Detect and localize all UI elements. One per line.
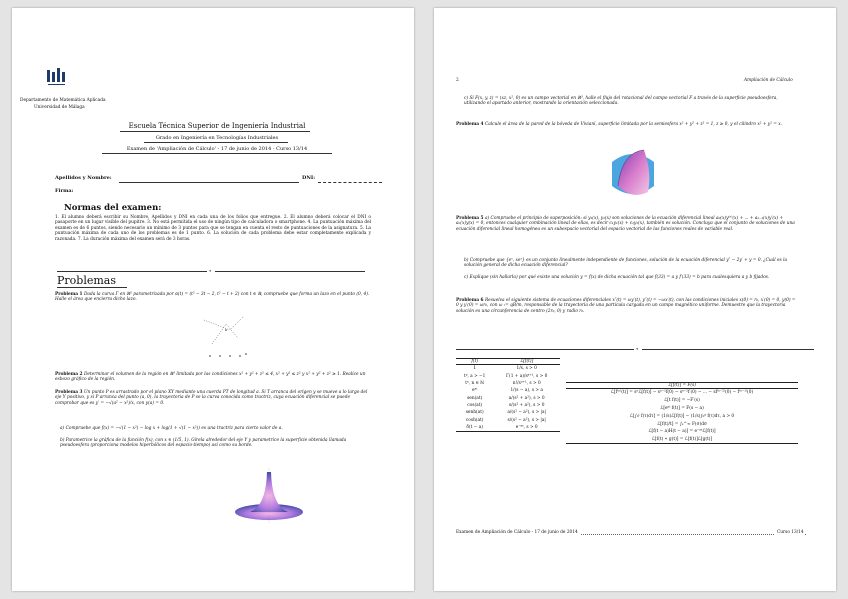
pseudosphere-plot — [230, 466, 308, 526]
problem-3-a: a) Compruebe que f(x) = −√(1 − x²) − log x + log(1 + √(1 − x²)) es una tractriz para cierto valor de a. — [60, 426, 283, 431]
laplace-property-row — [566, 420, 798, 428]
problem-5-b: b) Compruebe que {eˣ, xeˣ} es un conjunto linealmente independiente de funciones, solución de la ecuación diferencial y″ − 2y′ + y = 0. ¿Cuál es la solución general de dicha ecuación diferencial? — [464, 258, 788, 269]
problem-2 — [55, 372, 371, 383]
laplace-function: cosh(at) — [465, 417, 484, 423]
laplace-transform: 1/(s − a), s > a — [510, 388, 543, 394]
problem-3-text: Un punto P es arrastrado por el plano XY mediante una cuerda PT de longitud a. Si T arranca del origen y se mueve a lo largo del eje Y positivo, y si P arranca del punto (a, 0), la trayectoria de P se la curva conocida como tractriz, cuya ecuación diferencial se puede comprobar que es y′ = −√(a² − x²)/x, con y(a) = 0. — [55, 390, 368, 406]
laplace-transform: e⁻ᵃˢ, s > 0 — [493, 424, 560, 432]
laplace-row — [456, 424, 560, 432]
running-head: Ampliación de Cálculo — [744, 78, 793, 83]
problem-1-text: Dada la curva Γ en ℝ² parametrizada por α(t) = (t² − 3t − 2, t² − t + 2) con t ∈ ℝ, compruebe que forma un lazo en el punto (0, 4). Halle el área que encierra dicho lazo. — [55, 292, 370, 303]
laplace-property-row — [566, 436, 798, 444]
exam-page-1: Departamento de Matemática Aplicada Universidad de Málaga Escuela Técnica Superior de Ingeniería Industrial Grado en Ingeniería en Tecnologías Industriales Examen de 'Ampliación de Cálculo' - 17 de junio de 2014 - Curso 13/14 Apellidos y Nombre: DNI: Firma: Normas del examen: 1. El alumno deberá escribir su Nombre, Apellidos y DNI en cada una de los folios que entregue. 2. El alumno deberá colocar el DNI o pasaporte en un lugar visible del pupitre. 3. No está permitida el uso de ningún tipo de calculadora o smartphone. 4. La puntuación máxima del examen es de 6 puntos, siendo necesario un mínimo de 3 puntos para que se tengan en cuenta el resto de puntuaciones de la asignatura. 5. La puntuación máxima de cada uno de los problemas es de 1 punto. 6. La solución de cada problema debe estar completamente explicada y razonada. 7. La duración máxima del examen será de 3 horas. ⋄ Problemas Problema 1 Dada la curva Γ en ℝ² parametrizada por α(t) = (t² − 3t − 2, t² − t + 2) con t ∈ ℝ, compruebe que forma un lazo en el punto (0, 4). Halle el área que encierra dicho lazo. Problema 2 Determinar el volumen de la región en ℝ³ limitada por las condiciones x² + y² + z² ≤ 4, x² + y² ≤ z² y x² + y² + z² ≥ 1. Realice un esbozo gráfico de la región. Problema 3 Un punto P es arrastrado por el plano XY mediante una cuerda PT de longitud a. Si T arranca del origen y se mueve a lo largo del eje Y positivo, y si P arranca del punto (a, 0), la trayectoria de P se la curva conocida como tractriz, cuya ecuación diferencial se puede comprobar que es y′ = −√(a² − x²)/x, con y(a) = 0. a) Compruebe que f(x) = −√(1 − x²) − log x + log(1 + √(1 − x²)) es una tractriz para cierto valor de a. b) Parametrice la gráfica de la función f(x), con x ∈ (1/5, 1). Gírela alrededor del eje Y y parametrice la superficie obtenida llamada pseudoesfera (proporciona modelos hiperbólicos del espacio-tiempo) así como su borde. — [12, 8, 414, 591]
laplace-function: sen(at) — [467, 395, 483, 401]
laplace-function: 1 — [473, 366, 477, 372]
laplace-property: ℒ[f(t − a)H(t − a)] = e⁻ᵃˢℒ[f(t)] — [648, 429, 716, 435]
problem-4-text: Calcule el área de la pared de la bóveda de Viviani, superficie limitada por la semiesfera x² + y² + z² = 1, z ≥ 0, y el cilindro x² + y² = x. — [484, 122, 783, 127]
laplace-property: ℒ[eᵃᵗ f(t)] = F(s − a) — [660, 405, 704, 411]
laplace-function: senh(at) — [465, 410, 484, 416]
laplace-transform: a/(s² − a²), s > |a| — [507, 410, 546, 416]
exam-header: Examen de 'Ampliación de Cálculo' - 17 de junio de 2014 - Curso 13/14 — [126, 146, 308, 152]
laplace-table-basic — [456, 358, 560, 432]
laplace-table-properties — [566, 382, 798, 444]
laplace-row — [456, 372, 560, 379]
university: Universidad de Málaga — [34, 105, 85, 110]
viviani-vault-plot — [604, 142, 662, 206]
laplace-function: eᵃᵗ — [472, 388, 478, 394]
laplace-function: tᵖ, a > −1 — [463, 373, 486, 379]
problem-3-b: b) Parametrice la gráfica de la función f(x), con x ∈ (1/5, 1). Gírela alrededor del eje Y y parametrice la superficie obtenida llamada pseudoesfera (proporciona modelos hiperbólicos del espacio-tiempo) así como su borde. — [60, 438, 347, 449]
laplace-function: δ(t − a) — [456, 424, 493, 432]
curve-sketch — [200, 310, 252, 362]
footer-right: Curso 13/14 — [774, 530, 804, 535]
col-header-f: f(t) — [456, 359, 493, 365]
laplace-property-row — [566, 428, 798, 436]
laplace-row — [456, 380, 560, 387]
laplace-property: ℒ[f(t) ∗ g(t)] = ℒ[f(t)]ℒ[g(t)] — [566, 436, 798, 444]
problem-6-label: Problema 6 — [456, 298, 484, 303]
problem-4 — [456, 122, 796, 127]
laplace-property-row — [566, 389, 798, 397]
laplace-row — [456, 409, 560, 416]
exam-page-2: 2 Ampliación de Cálculo c) Si F(x, y, z) = (xz, x², 0) es un campo vectorial en ℝ³, halle el flujo del rotacional del campo vectorial F a través de la superficie pseudoesfera, utilizando el apartado anterior, mostrando la orientación seleccionada. Problema 4 Calcule el área de la pared de la bóveda de Viviani, superficie limitada por la semiesfera x² + y² + z² = 1, z ≥ 0, y el cilindro x² + y² = x. Problema 5 a) Compruebe el principio de superposición: si y₁(x), y₂(x) son soluciones de la ecuación diferencial lineal a₀(x)y⁽ⁿ⁾(x) + ... + aₙ₋₁(x)y′(x) + aₙ(x)y(x) = 0, entonces cualquier combinación lineal de ellas, es decir c₁y₁(x) + c₂y₂(x), también es solución. Concluya que el conjunto de soluciones de una ecuación diferencial lineal homogénea es un subespacio vectorial del espacio vectorial de las funciones reales de variable real. b) Compruebe que {eˣ, xeˣ} es un conjunto linealmente independiente de funciones, solución de la ecuación diferencial y″ − 2y′ + y = 0. ¿Cuál es la solución general de dicha ecuación diferencial? c) Explique (sin hallarla) por qué existe una solución y = f(x) de dicha ecuación tal que f(33) = a y f′(33) = b para cualesquiera a y b fijados. Problema 6 Resuelva el siguiente sistema de ecuaciones diferenciales x″(t) = ωy′(t), y″(t) = −ωx′(t), con las condiciones iniciales x(0) = r₀, x′(0) = 0, y(0) = 0 y y′(0) = ωr₀, con ω := qB/m, responsable de la trayectoria de una partícula cargada en un campo magnético uniforme. Demuestre que la trayectoria solución es una circunferencia de centro (2r₀, 0) y radio r₀. ⋄ f(t) ℒ[f(t)] 1 1/s, s > 0 tᵖ, a > −1 Γ(1 + a)/sᵃ⁺¹, s > 0 tⁿ, n ∈ ℕ n!/sⁿ⁺¹, s > 0 eᵃᵗ 1/(s − a), s > a sen(at) a/(s² + a²), s > 0 cos(at) s/(s² + a²), s > 0 senh(at) a/(s² − a²), s > |a| cosh(at) s/(s² − a²), s > |a| δ(t − a) e⁻ᵃˢ, s > 0 ℒ[f(t)] = F(s) ℒ[f⁽ⁿ⁾(t)] = sⁿℒ[f(t)] − sⁿ⁻¹f(0) − sⁿ⁻²f′(0) − ... − sf⁽ⁿ⁻²⁾(0) − f⁽ⁿ⁻¹⁾(0) ℒ[t f(t)] = −F′(s) ℒ[eᵃᵗ f(t)] = F(s − a) ℒ[∫₀ᵗ f(τ)dτ] = (1/s)ℒ[f(t)] − (1/s)∫₀ᵃ f(τ)dτ, a > 0 ℒ[f(t)/t] = ∫ₛ^∞ F(σ)dσ ℒ[f(t − a)H(t − a)] = e⁻ᵃˢℒ[f(t)] ℒ[f(t) ∗ g(t)] = ℒ[f(t)]ℒ[g(t)] Examen de Ampliación de Cálculo - 17 de junio de 2014 Curso 13/14 — [434, 8, 836, 591]
problem-6-text: Resuelva el siguiente sistema de ecuaciones diferenciales x″(t) = ωy′(t), y″(t) = −ωx′(t), con las condiciones iniciales x(0) = r₀, x′(0) = 0, y(0) = 0 y y′(0) = ωr₀, con ω := qB/m, responsable de la trayectoria de una partícula cargada en un campo magnético uniforme. Demuestre que la trayectoria solución es una circunferencia de centro (2r₀, 0) y radio r₀. — [456, 298, 796, 314]
name-label: Apellidos y Nombre: — [55, 175, 112, 181]
problem-6 — [456, 298, 796, 314]
signature-label: Firma: — [55, 188, 74, 194]
laplace-transform: 1/s, s > 0 — [516, 366, 537, 372]
problem-2-label: Problema 2 — [55, 372, 83, 377]
laplace-transform: s/(s² + a²), s > 0 — [508, 403, 545, 409]
dni-field[interactable] — [318, 181, 382, 183]
laplace-transform: n!/sⁿ⁺¹, s > 0 — [512, 380, 541, 386]
laplace-property-row — [566, 412, 798, 420]
laplace-property: ℒ[∫₀ᵗ f(τ)dτ] = (1/s)ℒ[f(t)] − (1/s)∫₀ᵃ f(τ)dτ, a > 0 — [629, 413, 735, 419]
laplace-row — [456, 395, 560, 402]
university-logo — [45, 68, 71, 88]
problems-title: Problemas — [57, 274, 116, 287]
name-field[interactable] — [119, 181, 299, 183]
laplace-row — [456, 402, 560, 409]
laplace-function: cos(at) — [467, 403, 483, 409]
problem-1-label: Problema 1 — [55, 292, 83, 297]
problem-1 — [55, 292, 371, 303]
school-title: Escuela Técnica Superior de Ingeniería Industrial — [128, 122, 306, 130]
rules-text: 1. El alumno deberá escribir su Nombre, Apellidos y DNI en cada una de los folios que entregue. 2. El alumno deberá colocar el DNI o pasaporte en un lugar visible del pupitre. 3. No está permitida el uso de ningún tipo de calculadora o smartphone. 4. La puntuación máxima del examen es de 6 puntos, siendo necesario un mínimo de 3 puntos para que se tengan en cuenta el resto de puntuaciones de la asignatura. 5. La puntuación máxima de cada uno de los problemas es de 1 punto. 6. La solución de cada problema debe estar completamente explicada y razonada. 7. La duración máxima del examen será de 3 horas. — [55, 215, 371, 242]
page-number: 2 — [456, 78, 459, 83]
dni-label: DNI: — [302, 175, 316, 181]
problem-5 — [456, 216, 796, 232]
problem-2-text: Determinar el volumen de la región en ℝ³ limitada por las condiciones x² + y² + z² ≤ 4, x² + y² ≤ z² y x² + y² + z² ≥ 1. Realice un esbozo gráfico de la región. — [55, 372, 366, 383]
laplace-transform: a/(s² + a²), s > 0 — [508, 395, 545, 401]
laplace-transform: Γ(1 + a)/sᵃ⁺¹, s > 0 — [506, 373, 548, 379]
problem-3 — [55, 390, 371, 406]
problem-3-c: c) Si F(x, y, z) = (xz, x², 0) es un campo vectorial en ℝ³, halle el flujo del rotacional del campo vectorial F a través de la superficie pseudoesfera, utilizando el apartado anterior, mostrando la orientación seleccionada. — [464, 96, 778, 107]
laplace-row — [456, 417, 560, 424]
footer-left: Examen de Ampliación de Cálculo - 17 de junio de 2014 — [456, 530, 581, 535]
problem-4-label: Problema 4 — [456, 122, 484, 127]
laplace-property-row — [566, 397, 798, 405]
problem-5-text: a) Compruebe el principio de superposición: si y₁(x), y₂(x) son soluciones de la ecuación diferencial lineal a₀(x)y⁽ⁿ⁾(x) + ... + aₙ₋₁(x)y′(x) + aₙ(x)y(x) = 0, entonces cualquier combinación lineal de ellas, es decir c₁y₁(x) + c₂y₂(x), también es solución. Concluya que el conjunto de soluciones de una ecuación diferencial lineal homogénea es un subespacio vectorial del espacio vectorial de las funciones reales de variable real. — [456, 216, 795, 232]
laplace-row — [456, 387, 560, 394]
laplace-property: ℒ[t f(t)] = −F′(s) — [664, 398, 700, 404]
properties-header: ℒ[f(t)] = F(s) — [566, 383, 798, 389]
laplace-function: tⁿ, n ∈ ℕ — [465, 380, 485, 386]
rules-title: Normas del examen: — [64, 203, 162, 213]
problem-5-c: c) Explique (sin hallarla) por qué existe una solución y = f(x) de dicha ecuación tal que f(33) = a y f′(33) = b para cualesquiera a y b fijados. — [464, 275, 770, 280]
laplace-property: ℒ[f⁽ⁿ⁾(t)] = sⁿℒ[f(t)] − sⁿ⁻¹f(0) − sⁿ⁻²f′(0) − ... − sf⁽ⁿ⁻²⁾(0) − f⁽ⁿ⁻¹⁾(0) — [610, 390, 754, 396]
problem-3-label: Problema 3 — [55, 390, 83, 395]
department: Departamento de Matemática Aplicada — [20, 98, 106, 103]
laplace-transform: s/(s² − a²), s > |a| — [507, 417, 546, 423]
col-header-laplace: ℒ[f(t)] — [493, 359, 560, 365]
problem-5-label: Problema 5 — [456, 216, 484, 221]
laplace-property-row — [566, 405, 798, 413]
laplace-property: ℒ[f(t)/t] = ∫ₛ^∞ F(σ)dσ — [657, 421, 707, 427]
degree: Grado en Ingeniería en Tecnologías Industriales — [155, 135, 279, 141]
laplace-row — [456, 365, 560, 373]
